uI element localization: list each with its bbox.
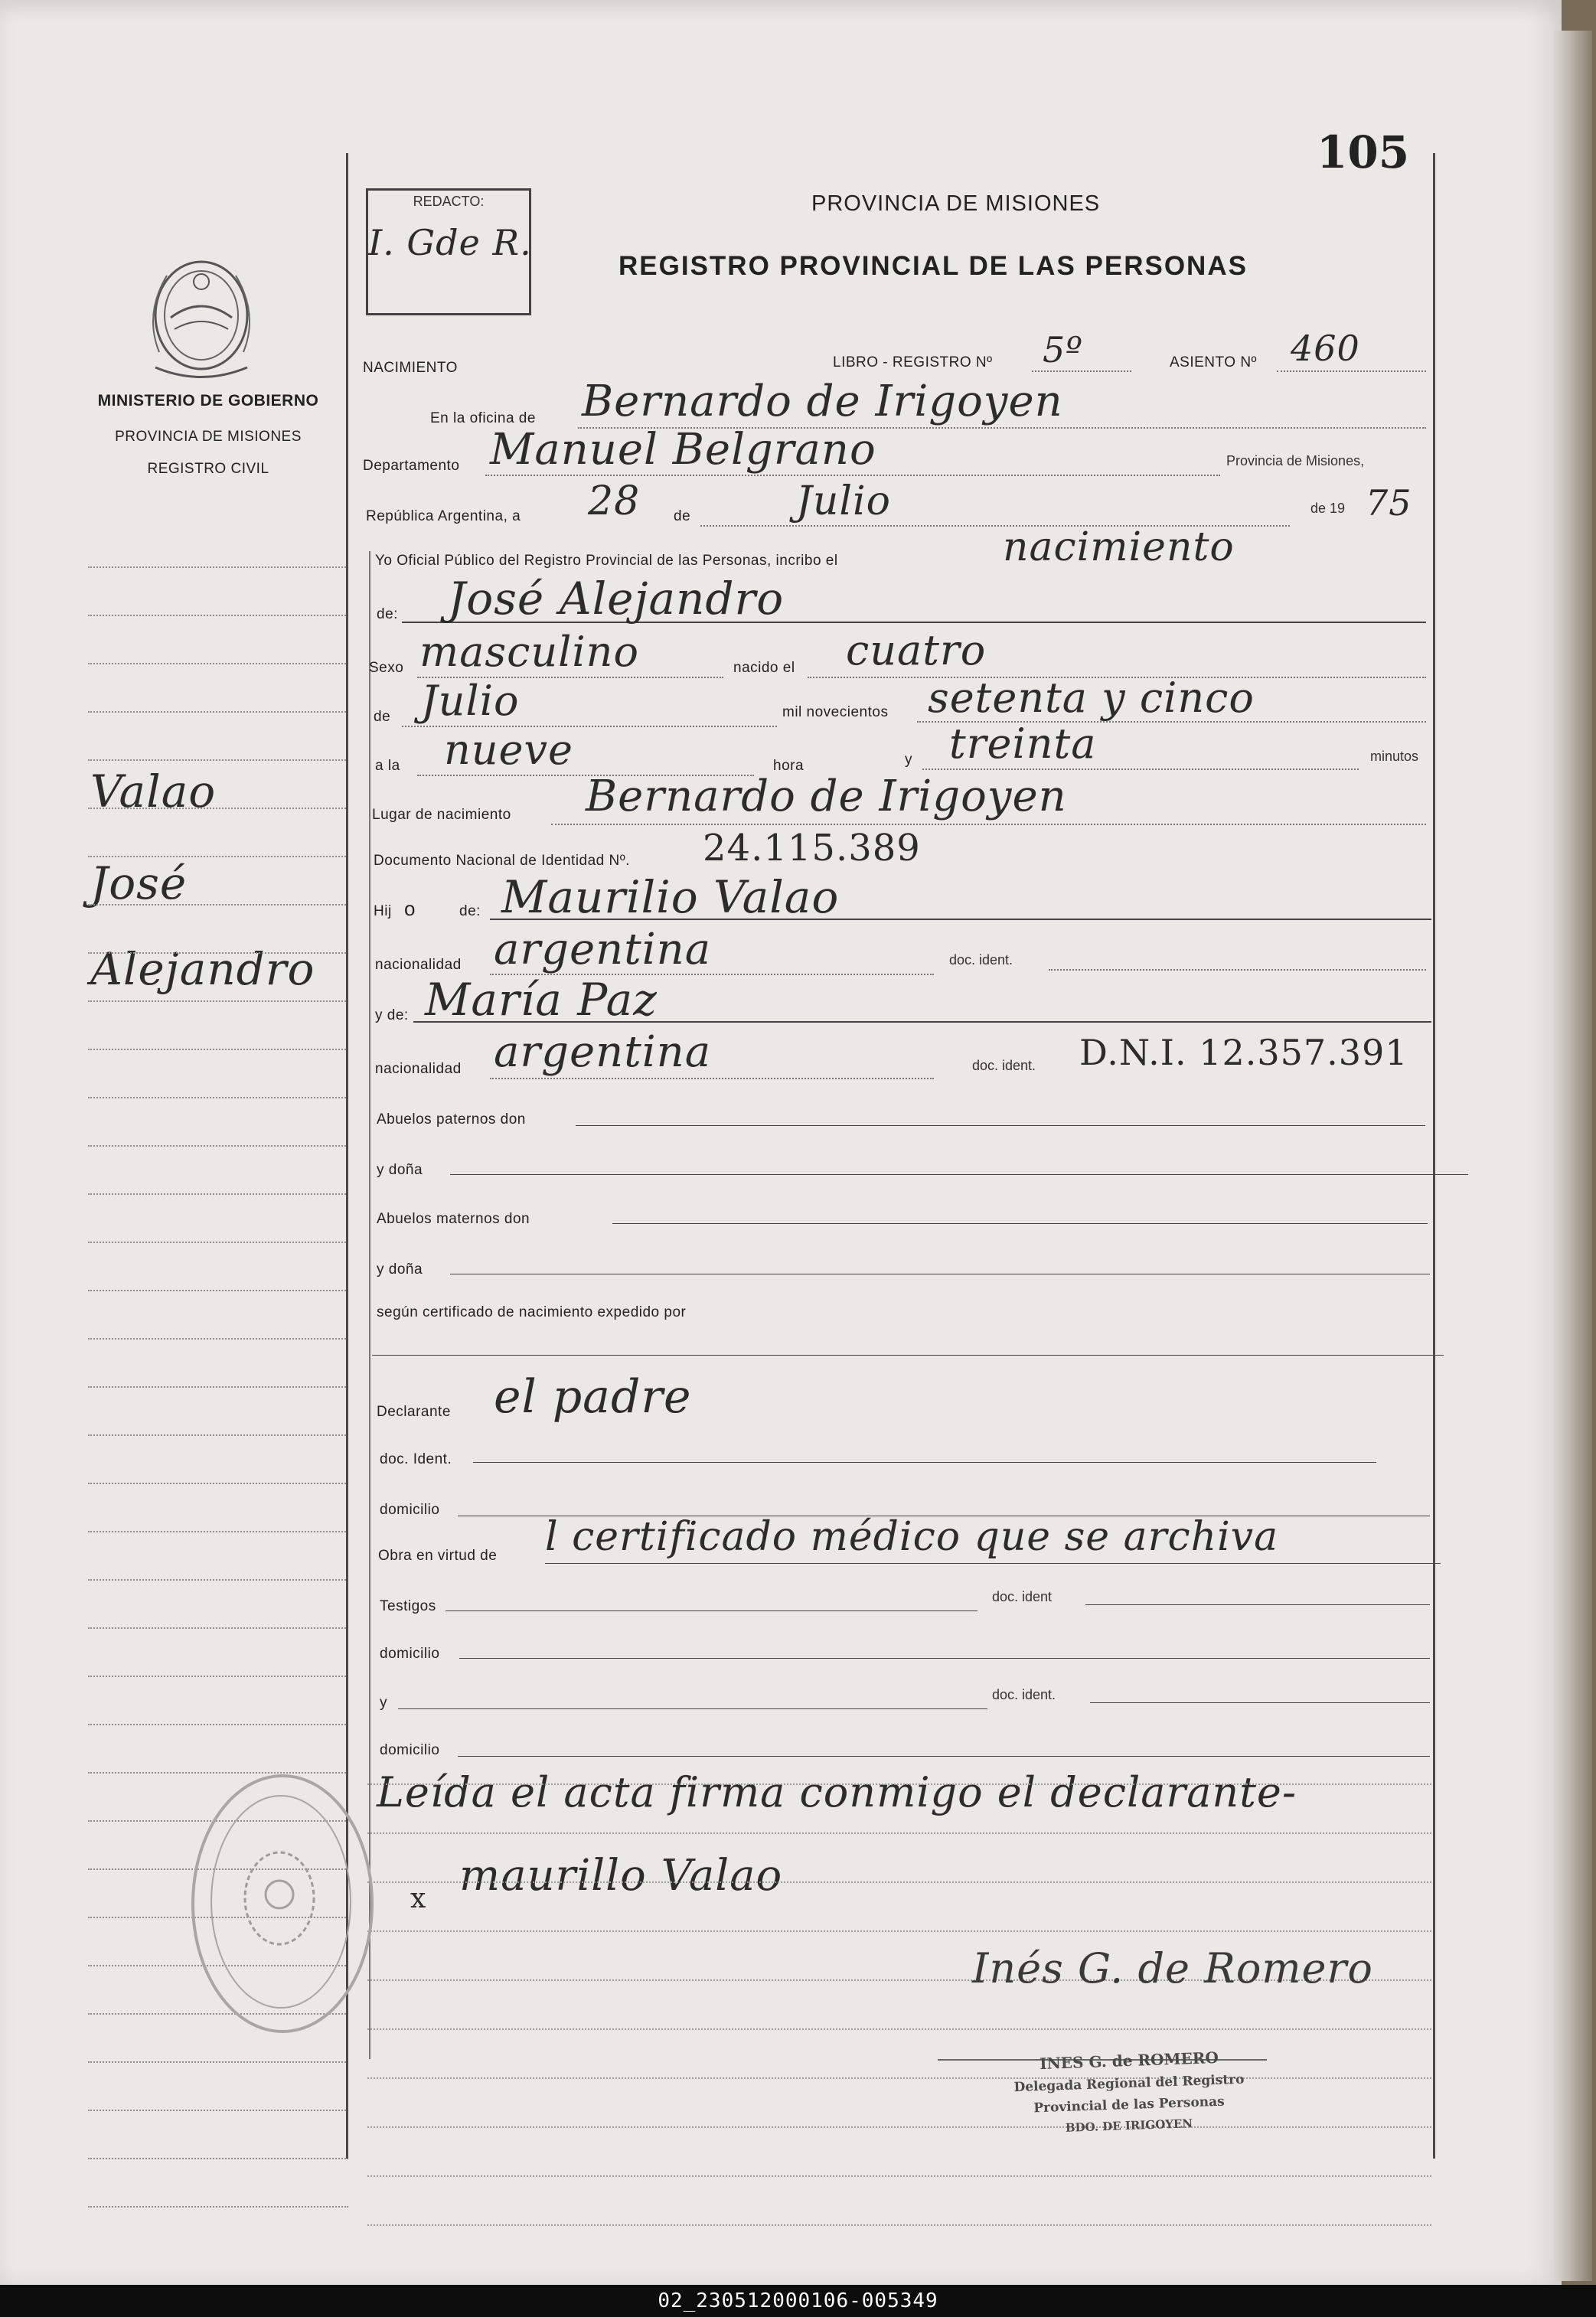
doc-madre-value: D.N.I. 12.357.391 [1079,1032,1408,1073]
margin-rule-line [88,808,348,809]
margin-rule-line [88,856,348,857]
y2-label: y [380,1695,387,1711]
footer-id: 02_230512000106-005349 [658,2289,938,2312]
domicilio-label: domicilio [380,1502,440,1518]
de-label: de [674,508,691,524]
abuelos-paternos-label: Abuelos paternos don [377,1111,526,1127]
oficial-firma: Inés G. de Romero [972,1944,1373,1992]
y-dona2-label: y doña [377,1261,423,1278]
margin-rule-line [88,952,348,954]
padre-value: Maurilio Valao [501,871,840,923]
stamp-emblem-icon [233,1841,325,1956]
leida-value: Leída el acta firma conmigo el declarante- [377,1768,1297,1816]
republica-label: República Argentina, a [366,508,521,524]
doc-ident4-label: doc. ident. [992,1687,1056,1702]
sexo-value: masculino [419,628,639,676]
margin-note-surname: Valao [90,765,217,817]
blank-rule-line [367,1881,1431,1883]
departamento-value: Manuel Belgrano [490,425,876,475]
y-de-label: y de: [375,1007,409,1023]
nacionalidad-label: nacionalidad [375,957,462,973]
hora-label: hora [773,758,805,774]
domicilio2-label: domicilio [380,1646,440,1662]
provincia-suffix: Provincia de Misiones, [1226,453,1365,468]
a-la-label: a la [375,758,400,774]
margin-rule-line [88,1193,348,1195]
anio-prefix: de 19 [1310,501,1346,516]
margin-rule-line [88,663,348,664]
ministry-title: MINISTERIO DE GOBIERNO [97,392,319,410]
margin-rule-line [88,1434,348,1436]
margin-rule-line [88,1338,348,1340]
margin-rule-line [88,2061,348,2063]
blank-rule-line [367,1783,1431,1785]
margin-note-second-name: Alejandro [90,943,315,995]
dni-value: 24.115.389 [703,827,921,870]
dia-value: 28 [588,478,641,524]
margin-rule-line [88,2206,348,2208]
margin-rule-line [88,1483,348,1484]
margin-rule-line [88,904,348,906]
hora-value: nueve [444,726,573,774]
header-province: PROVINCIA DE MISIONES [811,191,1101,216]
margin-rule-line [88,759,348,761]
anio-nac-value: setenta y cinco [928,674,1255,722]
page-edge [1554,31,1592,2281]
margin-rule-line [88,2110,348,2111]
nacionalidad2-label: nacionalidad [375,1061,462,1077]
hijo-label-a: Hij [374,903,392,919]
blank-rule-line [367,2028,1431,2030]
redacto-value: I. Gde R. [368,222,532,263]
doc-ident-label: doc. ident. [949,952,1013,968]
de-persona-label: de: [377,606,398,622]
oficial-text: Yo Oficial Público del Registro Provincial de las Personas, incribo el [375,553,838,569]
doc-ident2-label: doc. Ident. [380,1451,452,1467]
departamento-label: Departamento [363,458,460,474]
nac-padre-value: argentina [494,925,712,974]
margin-rule-line [88,1000,348,1002]
margin-rule-line [88,566,348,568]
obra-value: l certificado médico que se archiva [545,1514,1279,1560]
margin-rule-line [88,1579,348,1581]
nacido-label: nacido el [733,660,795,676]
doc-ident-madre-label: doc. ident. [972,1058,1036,1073]
signature-title1: Delegada Regional del Registro [1013,2071,1245,2096]
form-type-label: NACIMIENTO [363,360,458,376]
signature-title2: Provincial de las Personas [1033,2093,1226,2116]
inscribe-value: nacimiento [1003,524,1235,570]
nombre-value: José Alejandro [448,573,785,625]
right-border-line [1433,153,1435,2159]
margin-rule-line [88,1676,348,1677]
margin-rule-line [88,2158,348,2159]
libro-value: 5º [1043,329,1083,370]
sexo-label: Sexo [369,660,404,676]
nacido-value: cuatro [846,626,987,674]
obra-label: Obra en virtud de [378,1548,498,1564]
ministry-province: PROVINCIA DE MISIONES [115,429,302,445]
declarante-label: Declarante [377,1404,451,1420]
margin-rule-line [88,1531,348,1532]
certificado-label: según certificado de nacimiento expedido por [377,1304,687,1320]
testigos-label: Testigos [380,1598,436,1614]
hijo-label-c: de: [459,903,481,919]
margin-rule-line [88,1772,348,1774]
mes-value: Julio [796,478,891,524]
declarante-value: el padre [494,1370,692,1424]
abuelos-maternos-label: Abuelos maternos don [377,1211,530,1227]
asiento-label: ASIENTO Nº [1170,354,1257,370]
mes-nac-value: Julio [421,677,520,725]
mil-label: mil novecientos [782,704,889,720]
signature-name: INES G. de ROMERO [1039,2048,1219,2074]
firma-value: maurillo Valao [459,1851,783,1901]
blank-rule-line [367,2175,1431,2177]
redacto-box [366,188,531,315]
madre-value: María Paz [425,974,658,1026]
margin-rule-line [88,1724,348,1725]
minutos-value: treinta [949,720,1097,768]
margin-rule-line [88,1049,348,1050]
de2-label: de [374,709,391,725]
ministry-registry: REGISTRO CIVIL [147,461,269,477]
dni-label: Documento Nacional de Identidad Nº. [374,853,630,869]
anio-value: 75 [1366,482,1412,524]
nac-madre-value: argentina [494,1027,712,1077]
signature-title3: BDO. DE IRIGOYEN [1065,2116,1193,2135]
redacto-label: REDACTO: [413,194,485,209]
margin-rule-line [88,711,348,713]
y-dona-label: y doña [377,1162,423,1178]
asiento-value: 460 [1291,328,1360,369]
page-number: 105 [1317,126,1410,178]
margin-rule-line [88,1386,348,1388]
footer-bar [0,2285,1596,2317]
margin-rule-line [88,1242,348,1243]
margin-rule-line [88,1145,348,1147]
blank-rule-line [367,1832,1431,1834]
lugar-value: Bernardo de Irigoyen [586,772,1067,821]
margin-rule-line [88,615,348,616]
margin-rule-line [88,1290,348,1291]
libro-label: LIBRO - REGISTRO Nº [833,354,993,370]
margin-rule-line [88,1627,348,1629]
margin-rule-line [88,1097,348,1098]
margin-note-first-name: José [90,857,188,909]
doc-ident3-label: doc. ident [992,1589,1053,1604]
firma-x: x [410,1883,427,1914]
domicilio3-label: domicilio [380,1742,440,1758]
coat-of-arms-icon [136,253,266,379]
y-label: y [905,752,912,768]
blank-rule-line [367,1930,1431,1932]
header-registry: REGISTRO PROVINCIAL DE LAS PERSONAS [618,251,1248,281]
lugar-label: Lugar de nacimiento [372,807,511,823]
hijo-label-b: o [404,897,416,920]
oficina-value: Bernardo de Irigoyen [582,377,1063,426]
minutos-label: minutos [1370,749,1419,764]
oficina-label: En la oficina de [430,410,536,426]
blank-rule-line [367,2224,1431,2226]
